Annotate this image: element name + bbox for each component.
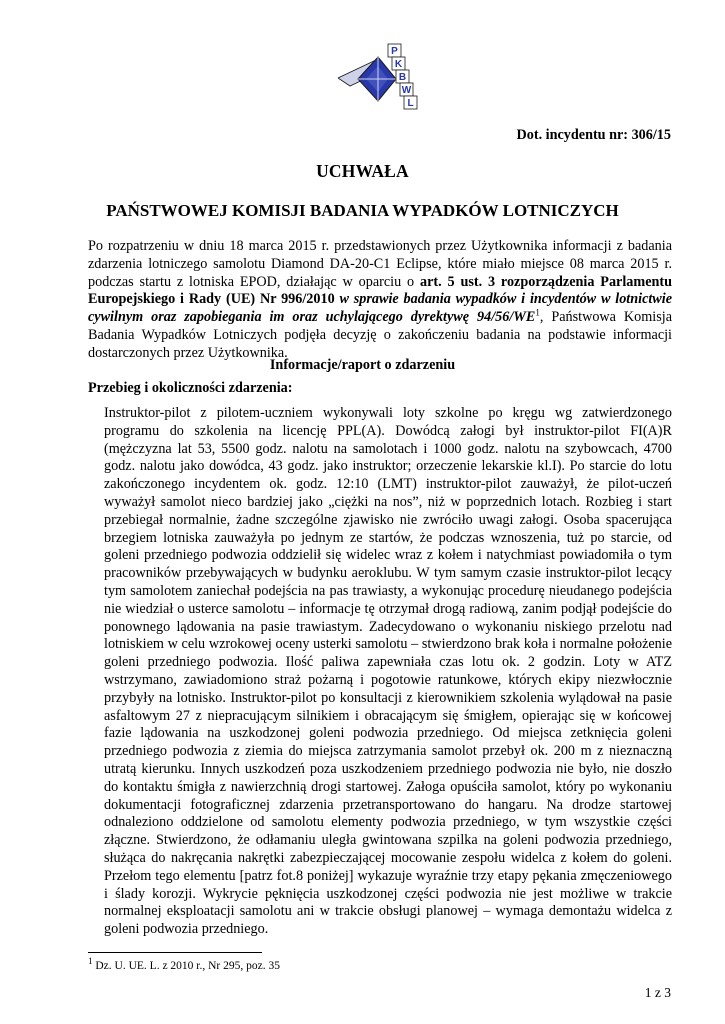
footnote-ref: 1: [535, 307, 540, 318]
intro-paragraph: [88, 238, 672, 363]
section-subheading: Przebieg i okoliczności zdarzenia:: [88, 380, 293, 396]
intro-regulation-title: w sprawie badania wypadków i incydentów w lotnictwie cywilnym oraz zapobiegania im oraz uchylającego dyrektywę 94/56/WE: [88, 291, 673, 326]
logo-letter-5: L: [407, 98, 414, 109]
incident-number: Dot. incydentu nr: 306/15: [516, 127, 671, 143]
pkbwl-logo: [338, 42, 422, 114]
section-heading: Informacje/raport o zdarzeniu: [269, 357, 456, 373]
logo-letter-2: K: [394, 59, 403, 70]
footnote-mark: 1: [88, 956, 93, 967]
intro-text-2: , Państwowa Komisja Badania Wypadków Lotniczych podjęła decyzję o zakończeniu badania na podstawie informacji dostarczonych przez Użytkownika.: [88, 309, 672, 361]
intro-text-1: Po rozpatrzeniu w dniu 18 marca 2015 r. przedstawionych przez Użytkownika informacji z badania zdarzenia lotniczego samolotu Diamond DA-20-C1 Eclipse, które miało miejsce 08 marca 2015 r. podczas startu z lotniska EPOD, działając w oparciu o: [88, 238, 672, 290]
logo-letter-4: W: [401, 85, 412, 96]
document-title: UCHWAŁA: [316, 161, 409, 181]
footnote: [88, 956, 280, 972]
intro-legal-reference: art. 5 ust. 3 rozporządzenia Parlamentu Europejskiego i Rady (UE) Nr 996/2010: [88, 273, 672, 308]
incident-description: Instruktor-pilot z pilotem-uczniem wykonywali loty szkolne po kręgu wg zatwierdzonego programu do szkolenia na licencję PPL(A). Dowódcą załogi był instruktor-pilot FI(A)R (mężczyzna lat 53, 5500 godz. nalotu na samolotach i 1000 godz. nalotu na szybowcach, 4700 godz. nalotu jako dowódca, 43 godz. jako instruktor; orzeczenie lekarskie kl.I). Po starcie do lotu zakończonego incydentem ok. godz. 12:10 (LMT) instruktor-pilot zauważył, że pilot-uczeń wyważył samolot nieco bardziej jako „ciężki na nos”, niż w poprzednich lotach. Rozbieg i start przebiegał normalnie, żadne szczególne zjawisko nie zwróciło uwagi załogi. Osoba spacerująca brzegiem lotniska zauważyła po jednym ze startów, że podczas wznoszenia, tuż po starcie, od goleni przedniego podwozia oddzielił się widelec wraz z kołem i natychmiast powiadomiła o tym pracowników przebywających w budynku aeroklubu. W tym samym czasie instruktor-pilot lecący tym samolotem zaniechał podejścia na pas trawiasty, a wykonując procedurę nieudanego podejścia nie wiedział o usterce samolotu – informacje tę otrzymał drogą radiową, zanim podjął podejście do ponownego lądowania na pasie trawiastym. Zadecydowano o wykonaniu niskiego przelotu nad lotniskiem w celu wzrokowej oceny usterki samolotu – stwierdzono brak koła i normalne położenie goleni przedniego podwozia. Ilość paliwa zapewniała czas lotu ok. 2 godzin. Loty w ATZ wstrzymano, zawiadomiono straż pożarną i pogotowie ratunkowe, których ekipy niezwłocznie przybyły na lotnisko. Instruktor-pilot po konsultacji z kierownikiem szkolenia wylądował na pasie asfaltowym 27 z niepracującym silnikiem i obracającym się śmigłem, opierając się w końcowej fazie lądowania na uszkodzonej goleni podwozia przedniego. Od miejsca zetknięcia goleni przedniego podwozia z ziemia do miejsca zatrzymania samolot przebył ok. 200 m z nieznaczną utratą kierunku. Innych uszkodzeń poza uszkodzeniem przedniego podwozia nie było, nie doszło do kontaktu śmigła z nawierzchnią drogi startowej. Załoga opuściła samolot, który po wykonaniu dokumentacji fotograficznej zdarzenia przetransportowano do hangaru. Na drodze startowej odnaleziono oddzielone od samolotu elementy podwozia przedniego, w tym wszystkie części złączne. Stwierdzono, że odłamaniu uległa gwintowana szpilka na goleni podwozia przedniego, służąca do nakręcania nakrętki zabezpieczającej mocowanie zespołu widelca z kołem do goleni. Przełom tego elementu [patrz fot.8 poniżej] wykazuje wyraźnie trzy etapy pękania zmęczeniowego i ślady korozji. Wykrycie pęknięcia uszkodzonej części podwozia nie jest możliwe w trakcie normalnej eksploatacji samolotu ani w trakcie obsługi planowej – wymaga demontażu widelca z goleni podwozia przedniego.: [104, 405, 672, 938]
footnote-text: Dz. U. UE. L. z 2010 r., Nr 295, poz. 35: [92, 960, 280, 972]
footnote-divider: [88, 952, 262, 953]
logo-letter-1: P: [391, 46, 398, 57]
page-number: 1 z 3: [644, 985, 671, 1000]
document-subtitle: PAŃSTWOWEJ KOMISJI BADANIA WYPADKÓW LOTNICZYCH: [106, 201, 619, 220]
logo-letter-3: B: [398, 72, 407, 83]
